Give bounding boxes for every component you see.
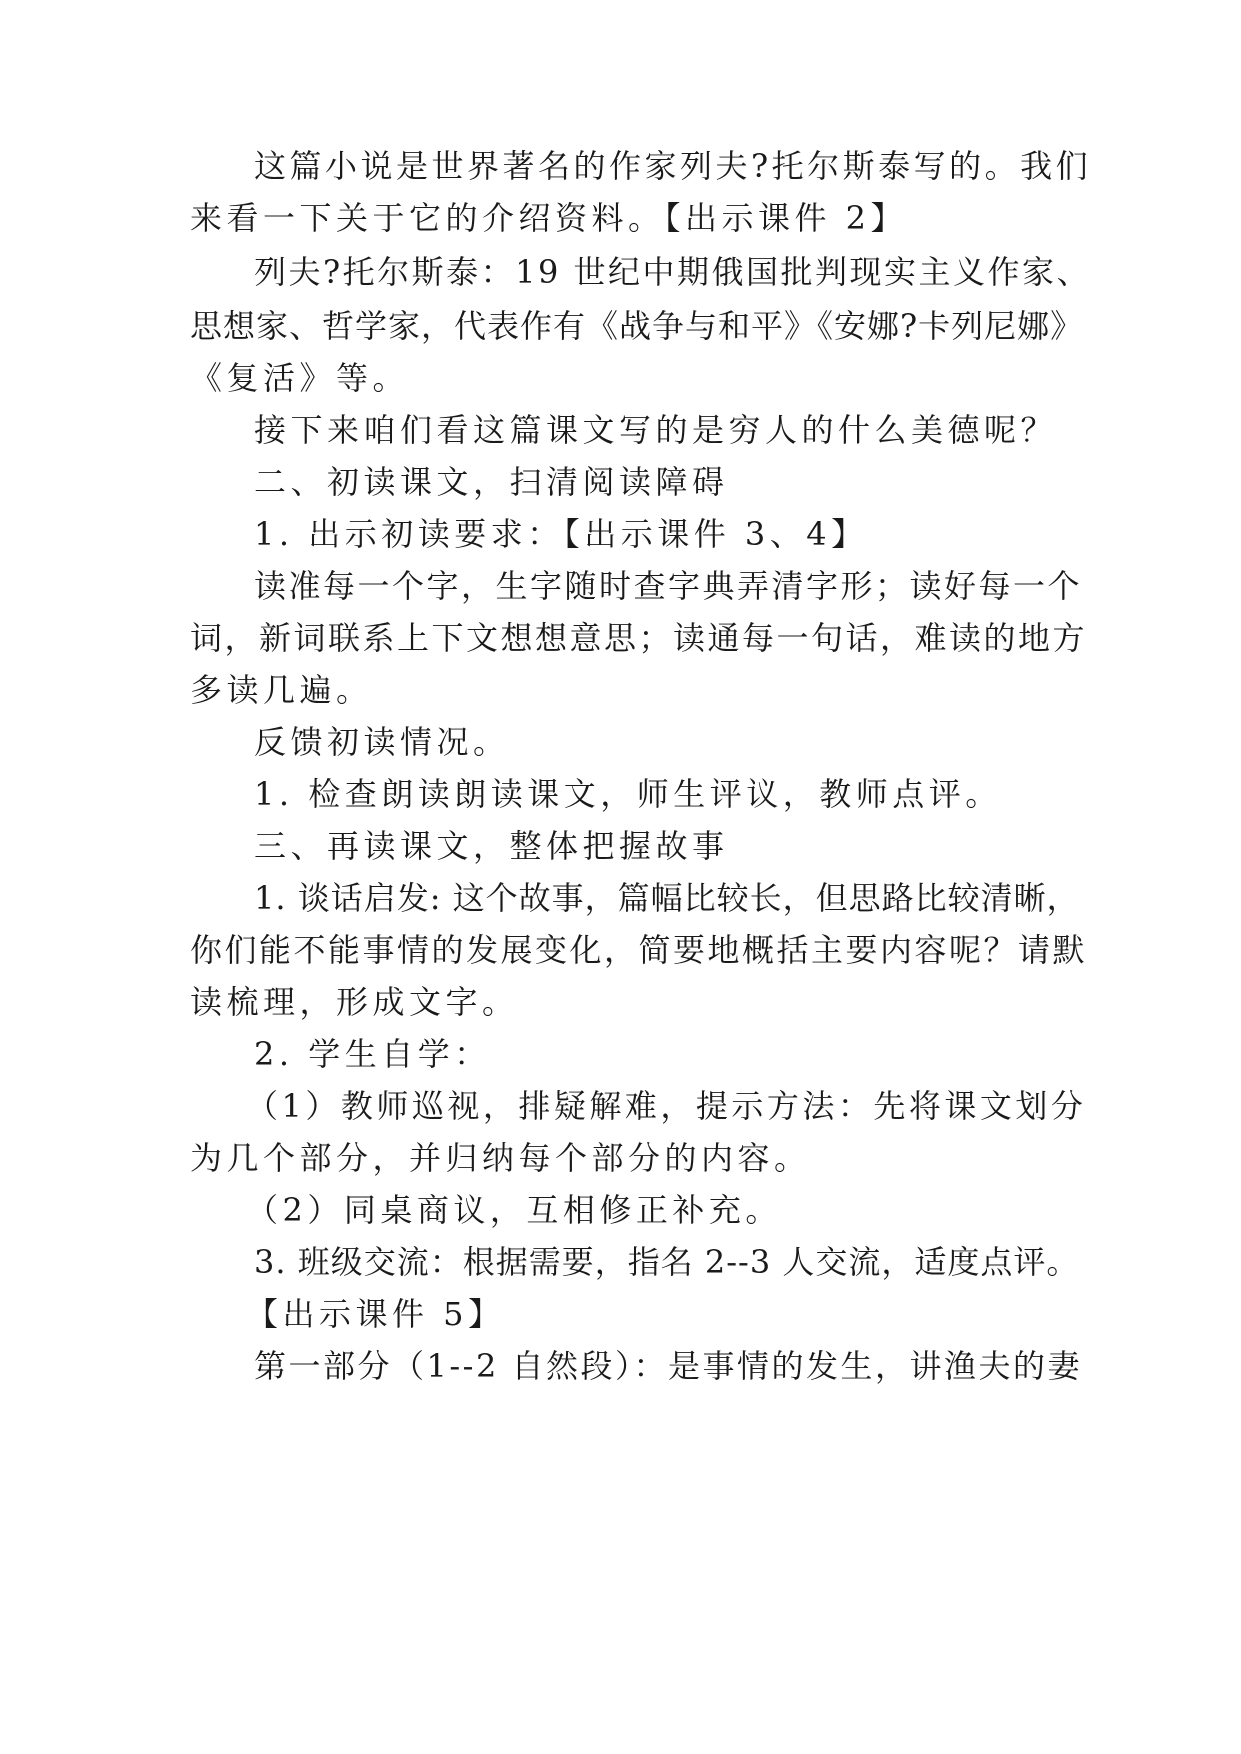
paragraph-line: 为几个部分，并归纳每个部分的内容。 xyxy=(190,1139,811,1177)
section-heading: 二、初读课文，扫清阅读障碍 xyxy=(254,463,729,501)
paragraph-line: 3. 班级交流：根据需要，指名 2--3 人交流，适度点评。 xyxy=(254,1243,1080,1281)
paragraph-line: 1. 检查朗读朗读课文，师生评议，教师点评。 xyxy=(254,775,1002,813)
paragraph-line: 思想家、哲学家，代表作有《战争与和平》《安娜?卡列尼娜》 xyxy=(190,307,1084,345)
paragraph-line: 2. 学生自学： xyxy=(254,1035,491,1073)
paragraph-line: 读准每一个字，生字随时查字典弄清字形；读好每一个 xyxy=(254,567,1083,605)
section-heading: 三、再读课文，整体把握故事 xyxy=(254,827,729,865)
paragraph-line: 1. 出示初读要求：【出示课件 3、4】 xyxy=(254,515,868,553)
paragraph-line: 《复活》等。 xyxy=(190,359,410,397)
paragraph-line: 接下来咱们看这篇课文写的是穷人的什么美德呢？ xyxy=(254,411,1058,449)
paragraph-line: 反馈初读情况。 xyxy=(254,723,510,761)
paragraph-line: 读梳理，形成文字。 xyxy=(190,983,519,1021)
paragraph-line: （2）同桌商议，互相修正补充。 xyxy=(246,1191,782,1229)
paragraph-line: 第一部分（1--2 自然段）：是事情的发生，讲渔夫的妻 xyxy=(254,1347,1083,1385)
paragraph-line: 词，新词联系上下文想想意思；读通每一句话，难读的地方 xyxy=(190,619,1088,657)
paragraph-line: 【出示课件 5】 xyxy=(246,1295,505,1333)
paragraph-line: （1）教师巡视，排疑解难，提示方法：先将课文划分 xyxy=(246,1087,1087,1125)
paragraph-line: 来看一下关于它的介绍资料。【出示课件 2】 xyxy=(190,199,908,237)
paragraph-line: 这篇小说是世界著名的作家列夫?托尔斯泰写的。我们 xyxy=(254,147,1092,185)
paragraph-line: 你们能不能事情的发展变化，简要地概括主要内容呢？请默 xyxy=(190,931,1088,969)
paragraph-line: 列夫?托尔斯泰：19 世纪中期俄国批判现实主义作家、 xyxy=(254,253,1092,291)
paragraph-line: 多读几遍。 xyxy=(190,671,373,709)
paragraph-line: 1. 谈话启发: 这个故事，篇幅比较长，但思路比较清晰， xyxy=(254,879,1080,917)
